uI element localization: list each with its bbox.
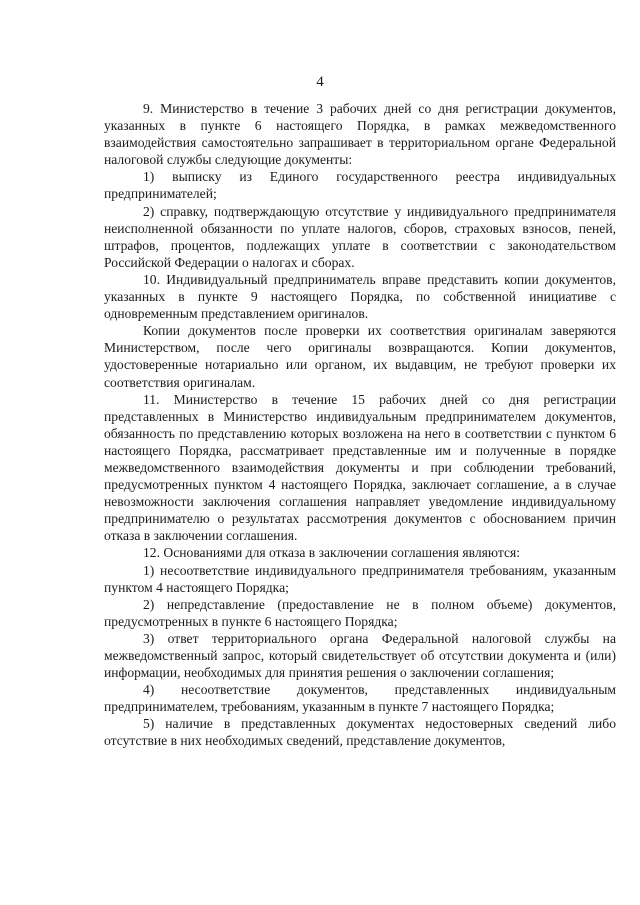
document-body bbox=[104, 100, 616, 750]
paragraph-12-item-1: 1) несоответствие индивидуального предпринимателя требованиям, указанным пунктом 4 настоящего Порядка; bbox=[104, 562, 616, 595]
paragraph-12-item-3: 3) ответ территориального органа Федеральной налоговой службы на межведомственный запрос, который свидетельствует об отсутствии документа и (или) информации, необходимых для принятия решения о заключении соглашения; bbox=[104, 630, 616, 681]
paragraph-9-item-1: 1) выписку из Единого государственного реестра индивидуальных предпринимателей; bbox=[104, 169, 616, 202]
paragraph-9-item-2: 2) справку, подтверждающую отсутствие у индивидуального предпринимателя неисполненной обязанности по уплате налогов, сборов, страховых взносов, пеней, штрафов, процентов, подлежащих уплате в соответствии с законодательством Российской Федерации о налогах и сборах. bbox=[104, 203, 616, 270]
paragraph-12-item-2: 2) непредставление (предоставление не в полном объеме) документов, предусмотренных в пункте 6 настоящего Порядка; bbox=[104, 596, 616, 629]
paragraph-12-item-5: 5) наличие в представленных документах недостоверных сведений либо отсутствие в них необходимых сведений, представление документов, bbox=[104, 716, 616, 749]
paragraph-12: 12. Основаниями для отказа в заключении соглашения являются: bbox=[143, 545, 521, 561]
paragraph-11: 11. Министерство в течение 15 рабочих дней со дня регистрации представленных в Министерство индивидуальным предпринимателем документов, обязанность по представлению которых возложена на него в соответствии с пунктом 6 настоящего Порядка, рассматривает представленные им и полученные в порядке межведомственного взаимодействия документы и при соблюдении требований, предусмотренных пунктом 4 настоящего Порядка, заключает соглашение, а в случае невозможности заключения соглашения направляет уведомление индивидуальному предпринимателю о результатах рассмотрения документов с обоснованием причин отказа в заключении соглашения. bbox=[104, 391, 616, 544]
page-number: 4 bbox=[316, 74, 324, 90]
paragraph-10-copies: Копии документов после проверки их соответствия оригиналам заверяются Министерством, после чего оригиналы возвращаются. Копии документов, удостоверенные нотариально или органом, их выдавцим, не требуют проверки их соответствия оригиналам. bbox=[104, 323, 616, 390]
paragraph-12-item-4: 4) несоответствие документов, представленных индивидуальным предпринимателем, требованиям, указанным в пункте 7 настоящего Порядка; bbox=[104, 682, 616, 715]
paragraph-10: 10. Индивидуальный предприниматель вправе представить копии документов, указанных в пункте 9 настоящего Порядка, по собственной инициативе с одновременным представлением оригиналов. bbox=[104, 271, 616, 322]
paragraph-9: 9. Министерство в течение 3 рабочих дней со дня регистрации документов, указанных в пункте 6 настоящего Порядка, в рамках межведомственного взаимодействия самостоятельно запрашивает в территориальном органе Федеральной налоговой службы следующие документы: bbox=[104, 101, 616, 168]
